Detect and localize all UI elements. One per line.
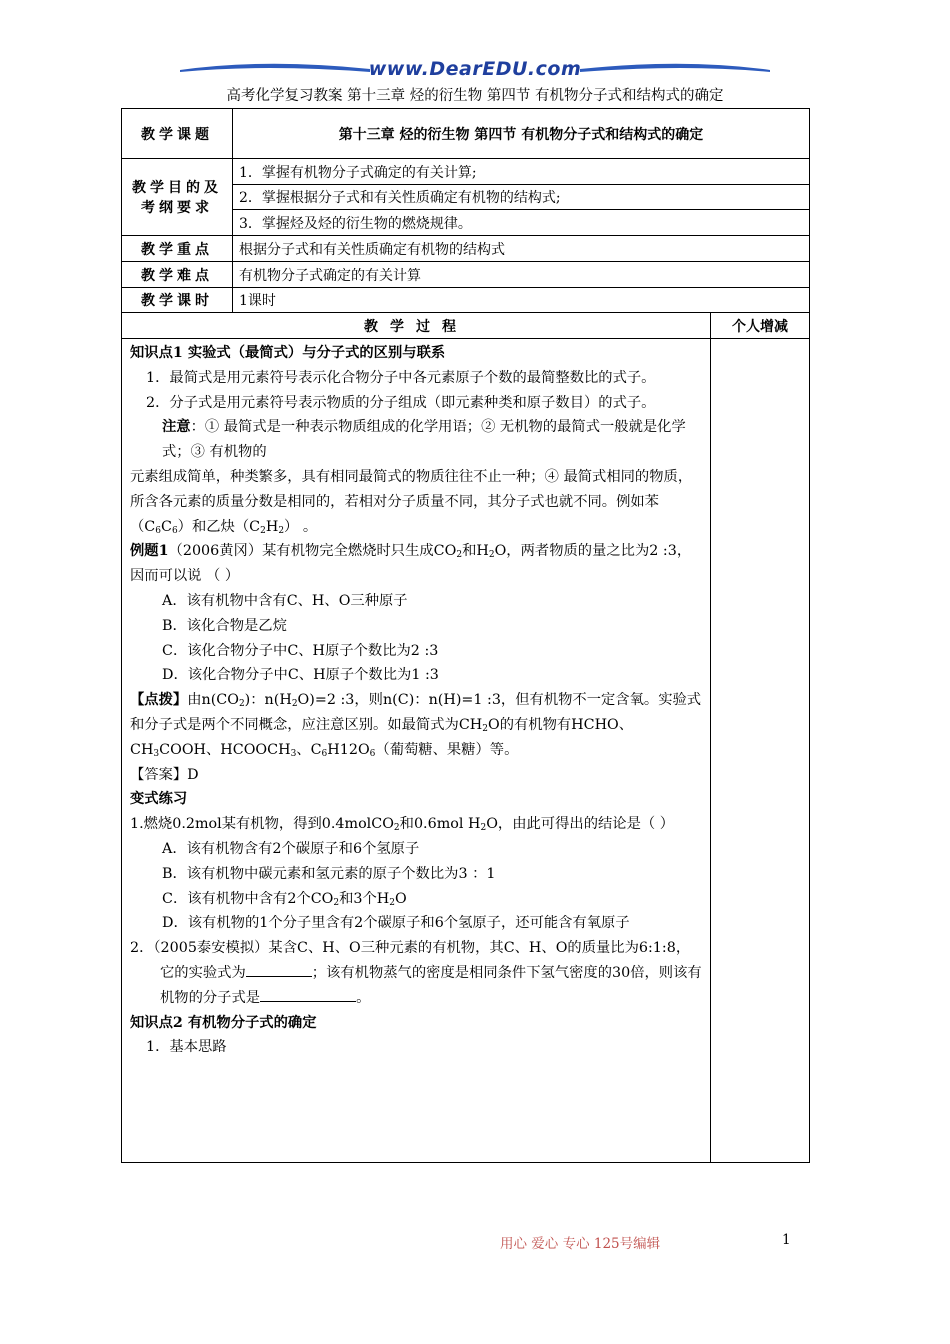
goals-label: 教学目的及 考纲要求: [122, 159, 233, 236]
topic-value: 第十三章 烃的衍生物 第四节 有机物分子式和结构式的确定: [233, 109, 810, 159]
process-heading: 教学过程: [122, 313, 711, 339]
example-option: B．该化合物是乙烷: [162, 617, 287, 634]
process-content: [122, 339, 711, 1163]
page-header: 高考化学复习教案 第十三章 烃的衍生物 第四节 有机物分子式和结构式的确定: [226, 88, 724, 104]
note: 注意：① 最简式是一种表示物质组成的化学用语；② 无机物的最简式一般就是化学式；③ 有机物的: [162, 419, 686, 461]
kp2-title: 知识点2 有机物分子式的确定: [130, 1014, 317, 1031]
kp2-point: 1．基本思路: [146, 1039, 227, 1056]
answer-blank[interactable]: [246, 962, 312, 977]
goal-item: 2．掌握根据分子式和有关性质确定有机物的结构式;: [233, 185, 810, 210]
lesson-table: [121, 108, 810, 1163]
practice-option: D．该有机物的1个分子里含有2个碳原子和6个氢原子，还可能含有氧原子: [162, 915, 630, 932]
answer: 【答案】D: [130, 766, 199, 783]
kp1-title: 知识点1 实验式（最简式）与分子式的区别与联系: [130, 345, 446, 361]
example-option: A．该有机物中含有C、H、O三种原子: [162, 592, 408, 609]
hint: 【点拨】由$n(CO_2)$：$n(H_2O)=2$ :3，则n(C)：n(H)=1 :3，但有机物不一定含氧。实验式和分子式是两个不同概念，应注意区别。如最简式为$CH_2O$的有机物有HCHO、$CH_3COOH$、$HCOOCH_3$、$C_6H12O_6$（葡萄糖、果糖）等。: [130, 692, 702, 759]
personal-notes-column: [711, 339, 810, 1163]
practice-q2: 2．（2005泰安模拟）某含C、H、O三种元素的有机物，其C、H、O的质量比为6:1:8，它的实验式为 ；该有机物蒸气的密度是相同条件下氢气密度的30倍，则该有机物的分子式是 。: [130, 940, 702, 1006]
logo-text: www.DearEDU.com: [368, 58, 582, 80]
kp1-point: 2．分子式是用元素符号表示物质的分子组成（即元素种类和原子数目）的式子。: [146, 394, 656, 411]
practice-title: 变式练习: [130, 791, 188, 808]
page-number: 1: [782, 1232, 791, 1248]
note-continued: 元素组成简单，种类繁多，具有相同最简式的物质往往不止一种；④ 最简式相同的物质，所含各元素的质量分数是相同的，若相对分子质量不同，其分子式也就不同。例如苯$(C_6C_6)$和乙炔$(C_2H_2)$ 。: [130, 468, 693, 536]
personal-heading: 个人增减: [711, 313, 810, 339]
difficulty-label: 教学难点: [122, 262, 233, 288]
answer-blank[interactable]: [260, 987, 356, 1002]
logo: [175, 56, 775, 82]
example-1: 例题1（2006黄冈）某有机物完全燃烧时只生成$CO_2$和$H_2O$，两者物质的量之比为2 :3，因而可以说 （ ）: [130, 543, 692, 585]
practice-option: B．该有机物中碳元素和氢元素的原子个数比为3 ：1: [162, 865, 496, 882]
hours-label: 教学课时: [122, 288, 233, 313]
example-option: D．该化合物分子中C、H原子个数比为1 :3: [162, 667, 439, 684]
footer-text: 用心 爱心 专心 125号编辑: [500, 1236, 661, 1252]
practice-option: C．该有机物中含有2个$CO_2$和3个$H_2O$: [162, 890, 407, 908]
topic-label: 教学课题: [122, 109, 233, 159]
key-point-value: 根据分子式和有关性质确定有机物的结构式: [233, 236, 810, 262]
goal-item: 3．掌握烃及烃的衍生物的燃烧规律。: [233, 210, 810, 236]
key-point-label: 教学重点: [122, 236, 233, 262]
goal-item: 1．掌握有机物分子式确定的有关计算;: [233, 159, 810, 185]
practice-option: A．该有机物含有2个碳原子和6个氢原子: [162, 840, 420, 857]
kp1-point: 1．最简式是用元素符号表示化合物分子中各元素原子个数的最简整数比的式子。: [146, 369, 656, 386]
example-option: C．该化合物分子中C、H原子个数比为2 :3: [162, 642, 439, 659]
difficulty-value: 有机物分子式确定的有关计算: [233, 262, 810, 288]
practice-q1: 1.燃烧0.2mol某有机物，得到0.4molCO$_2$和0.6mol $H_2O$，由此可得出的结论是（ ）: [130, 816, 675, 834]
hours-value: 1课时: [233, 288, 810, 313]
